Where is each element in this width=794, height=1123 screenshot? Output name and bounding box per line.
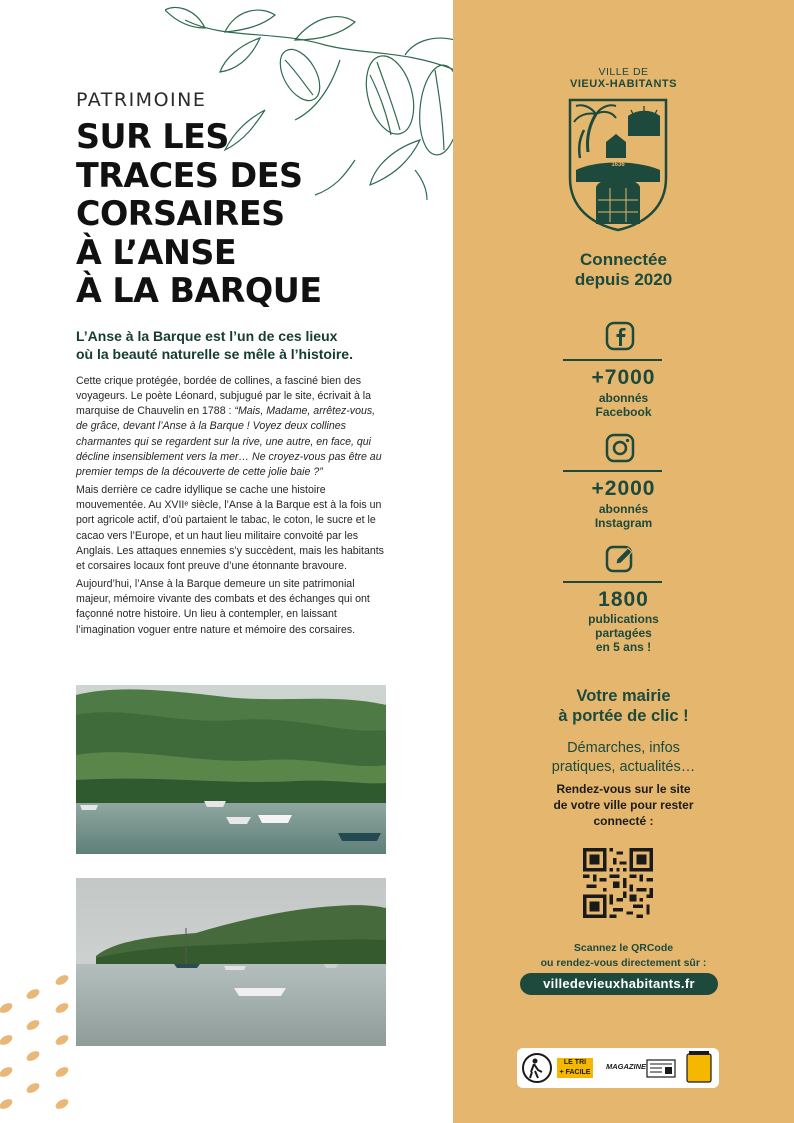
demarches-line: Démarches, infos — [567, 740, 680, 756]
instagram-followers-label — [453, 502, 794, 530]
paragraph-intro: Cette crique protégée, bordée de collines, a fasciné bien des voyageurs. Le poète Léonard, subjugué par le site, écrivait à la marquise de Chauvelin en 1788 : — [76, 375, 372, 418]
headline-line: TRACES DES — [76, 155, 303, 196]
facebook-icon — [604, 320, 636, 352]
mairie-headline — [453, 686, 794, 726]
tri-label-line-2: + FACILE — [557, 1068, 593, 1078]
tri-facile-badge — [517, 1048, 719, 1088]
town-crest-logo — [566, 96, 670, 232]
publications-count: 1800 — [598, 588, 649, 611]
demarches-text — [453, 739, 794, 777]
article-body — [76, 374, 388, 641]
stat-divider — [563, 470, 662, 472]
body-paragraph: Aujourd’hui, l’Anse à la Barque demeure un site patrimonial majeur, mémoire vivante des combats et des échanges qui ont façonné notre histoire. Un lieu à contempler, en laissant l’imagination voguer entre nature et mémoire des corsaires. — [76, 578, 370, 636]
rendez-line: connecté : — [593, 814, 654, 828]
stat-label-line: abonnés — [598, 502, 649, 516]
crest-title — [453, 66, 794, 90]
tri-label — [557, 1058, 593, 1078]
publications-label — [453, 612, 794, 654]
lede-line: L’Anse à la Barque est l’un de ces lieux — [76, 328, 338, 344]
mairie-line: à portée de clic ! — [558, 707, 689, 725]
poet-quote: “Mais, Madame, arrêtez-vous, de grâce, devant l’Anse à la Barque ! Voyez deux collines charmantes qui se regardent sur la rive, une autre, en face, qui décline insensiblement vers la mer… Ne croyez-vous pas être au premier temps de la découverte de cette jolie baie ?” — [76, 405, 382, 478]
rendez-vous-text — [453, 781, 794, 829]
sorting-bin-icon — [687, 1054, 711, 1082]
qr-code[interactable] — [583, 848, 653, 918]
stat-label-line: Facebook — [595, 405, 652, 419]
connected-since — [453, 250, 794, 290]
bay-photo-hills — [76, 685, 386, 854]
website-url-link[interactable]: villedevieuxhabitants.fr — [520, 973, 718, 995]
mairie-line: Votre mairie — [576, 687, 671, 705]
connected-line: Connectée — [580, 250, 667, 269]
headline-line: CORSAIRES — [76, 194, 285, 234]
article-headline — [76, 118, 376, 311]
stat-divider — [563, 359, 662, 361]
scan-instructions — [453, 941, 794, 971]
decorative-dots — [0, 970, 76, 1123]
edit-icon — [604, 542, 636, 574]
stat-label-line: publications — [588, 612, 659, 626]
headline-line: À LA BARQUE — [76, 271, 322, 311]
tri-label-line-1: LE TRI — [557, 1058, 593, 1068]
instagram-icon — [604, 432, 636, 464]
instagram-followers-count: +2000 — [591, 477, 656, 500]
demarches-line: pratiques, actualités… — [551, 759, 696, 775]
headline-line: SUR LES — [76, 117, 229, 157]
section-kicker: PATRIMOINE — [76, 89, 207, 111]
stat-label-line: partagées — [595, 626, 652, 640]
scan-line: ou rendez-vous directement sûr : — [540, 957, 707, 969]
stat-label-line: abonnés — [598, 391, 649, 405]
connected-line: depuis 2020 — [574, 270, 673, 289]
crest-line-1: VILLE DE — [598, 66, 649, 78]
lede-line: où la beauté naturelle se mêle à l’histoire. — [76, 346, 353, 362]
rendez-line: de votre ville pour rester — [553, 798, 694, 812]
headline-line: À L’ANSE — [76, 232, 237, 273]
facebook-followers-label — [453, 391, 794, 419]
sidebar-panel — [453, 0, 794, 1123]
article-lede — [76, 327, 391, 363]
bay-photo-boats — [76, 878, 386, 1046]
stat-divider — [563, 581, 662, 583]
magazine-label: MAGAZINE — [606, 1062, 646, 1071]
facebook-followers-count: +7000 — [591, 366, 656, 389]
scan-line: Scannez le QRCode — [573, 942, 674, 954]
crest-year: 1636 — [611, 162, 625, 168]
body-paragraph: Mais derrière ce cadre idyllique se cache une histoire mouvementée. Au XVIIᵉ siècle, l’Anse à la Barque est à la fois un port agricole actif, d’où partaient le tabac, le coton, le sucre et le cacao vers l’Europe, et un haut lieu militaire convoité par les Anglais. Les attaques ennemies s’y succèdent, mais les habitants et corsaires locaux font preuve d’une étonnante bravoure. — [76, 484, 384, 572]
crest-line-2: VIEUX-HABITANTS — [570, 78, 677, 90]
stat-label-line: en 5 ans ! — [595, 640, 652, 654]
body-paragraph — [76, 374, 388, 480]
rendez-line: Rendez-vous sur le site — [556, 782, 691, 796]
stat-label-line: Instagram — [594, 516, 653, 530]
